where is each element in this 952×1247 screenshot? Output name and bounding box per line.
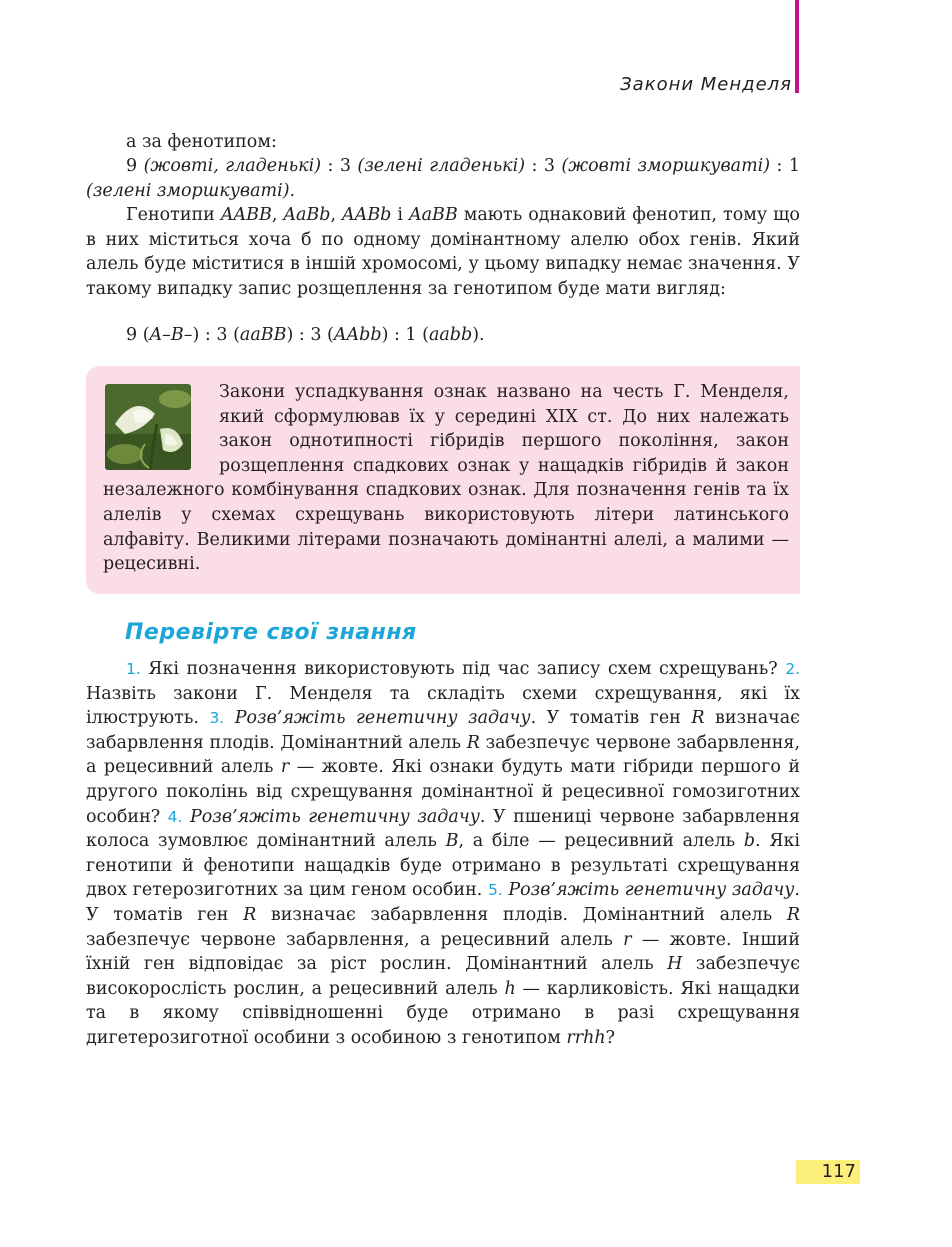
paragraph-phenotype-ratio [86, 154, 800, 203]
text: ) : 3 ( [286, 325, 334, 345]
allele: R [243, 904, 257, 925]
info-box-text-block [103, 380, 789, 577]
header-accent-bar [795, 0, 799, 93]
page-number: 117 [796, 1160, 860, 1184]
questions-paragraph [86, 657, 800, 1051]
text: Генотипи [126, 205, 221, 225]
question-text: , а біле — рецесивний алель [458, 831, 744, 852]
genotype: AaBB [408, 205, 458, 225]
allele: R [466, 732, 480, 753]
question-text: ? [605, 1027, 616, 1048]
text: 9 ( [126, 325, 150, 345]
question-text: . Які генотипи й фенотипи нащадків буде отримано в результаті схрещування двох гетерозиготних за цим геном особин. [86, 831, 800, 901]
text: мають однаковий фенотип, тому що в них міститься хоча б по одному домінантному алелю обох генів. Який алель буде міститися в іншій хромосомі, у цьому випадку немає значення. У такому випадку запис розщеплення за генотипом буде мати вигляд: [86, 205, 800, 299]
allele: R [691, 708, 705, 729]
ratio-num: 9 [126, 156, 144, 176]
genotype: aabb [428, 325, 473, 345]
question-text: . У пшениці червоне забарвлення колоса зумовлює домінантний алель [86, 806, 800, 852]
ratio-num: : 1 [770, 156, 801, 176]
question-task: Розв’яжіть генетичну задачу. [502, 880, 800, 901]
question-text: — жовте. Інший їхній ген відповідає за ріст рослин. Домінантний алель [86, 929, 800, 975]
genotype: aaBB [239, 325, 287, 345]
question-number: 5. [487, 881, 503, 900]
info-box [86, 366, 800, 594]
text: і [391, 205, 409, 225]
text: ) : 1 ( [381, 325, 429, 345]
question-text: Назвіть закони Г. Менделя та складіть схеми схрещування, які їх ілюструють. [86, 683, 800, 729]
question-text: забезпечує високорослість рослин, а рецесивний алель [86, 954, 800, 999]
question-text: — карликовість. Які нащадки та в якому співвідношенні буде отримано в разі схрещування дигетерозиготної особини з особиною з генотипом [86, 978, 800, 1048]
phenotype-label: а за фенотипом: [126, 132, 277, 152]
pea-flower-photo [105, 384, 191, 470]
question-text: Які позначення використовують під час запису схем схрещувань? [140, 659, 786, 679]
allele: R [786, 904, 800, 925]
question-text: . У томатів ген [530, 708, 692, 729]
ratio-phenotype: (жовті зморшкуваті) [561, 156, 771, 176]
genotype: A–B– [149, 325, 193, 345]
question-text: визначає забарвлення плодів. Домінантний алель [256, 904, 787, 925]
question-number: 3. [209, 709, 225, 728]
ratio-phenotype: (зелені гладенькі) [357, 156, 526, 176]
ratio-num: : 3 [321, 156, 358, 176]
allele: r [280, 757, 290, 778]
text: ) : 3 ( [192, 325, 240, 345]
question-text: — жовте. Які ознаки будуть мати гібриди першого й другого поколінь від схрещування домінантної й рецесивної гомозиготних особин? [86, 757, 801, 827]
ratio-phenotype: (зелені зморшкуваті) [86, 180, 290, 201]
text: , [271, 205, 284, 225]
genotype: rrhh [566, 1027, 606, 1048]
paragraph-genotype-ratio [86, 323, 800, 348]
text: , [330, 205, 343, 225]
question-text: забезпечує червоне забарвлення, а рецесивний алель [86, 929, 624, 950]
text: ). [472, 325, 485, 345]
ratio-num: : 3 [525, 156, 562, 176]
allele: B [445, 831, 459, 852]
allele: b [743, 831, 756, 852]
running-title: Закони Менделя [620, 74, 792, 95]
section-title: Перевірте свої знання [125, 620, 417, 645]
genotype: AaBb [283, 205, 331, 225]
allele: h [504, 978, 516, 999]
allele: r [623, 929, 632, 950]
question-text: визначає забарвлення плодів. Домінантний алель [86, 708, 800, 753]
question-task: Розв’яжіть генетичну задачу [224, 708, 531, 729]
genotype: AABb [342, 205, 392, 225]
ratio-phenotype: (жовті, гладенькі) [143, 156, 322, 176]
question-text: У томатів ген [86, 904, 244, 925]
allele: H [667, 954, 683, 975]
question-number: 1. [126, 660, 141, 678]
paragraph-genotypes [86, 203, 800, 301]
question-number: 2. [785, 660, 800, 678]
genotype: AAbb [333, 325, 382, 345]
genotype: AABB [220, 205, 272, 225]
info-box-text: Закони успадкування ознак названо на честь Г. Менделя, який сформулював їх у середині XIX ст. До них належать закон однотипності гібридів першого покоління, закон розщеплення спадкових ознак у нащадків гібридів й закон незалежного комбінування спадкових ознак. Для позначення генів та їх алелів у схемах схрещувань використовують літери латинського алфавіту. Великими літерами позначають домінантні алелі, а малими — рецесивні. [103, 382, 789, 575]
question-text: забезпечує червоне забарвлення, а рецесивний алель [86, 732, 801, 778]
paragraph-phenotype-label [86, 130, 800, 155]
question-number: 4. [167, 807, 183, 826]
question-task: Розв’яжіть генетичну задачу [182, 806, 480, 827]
ratio-end: . [289, 180, 296, 201]
